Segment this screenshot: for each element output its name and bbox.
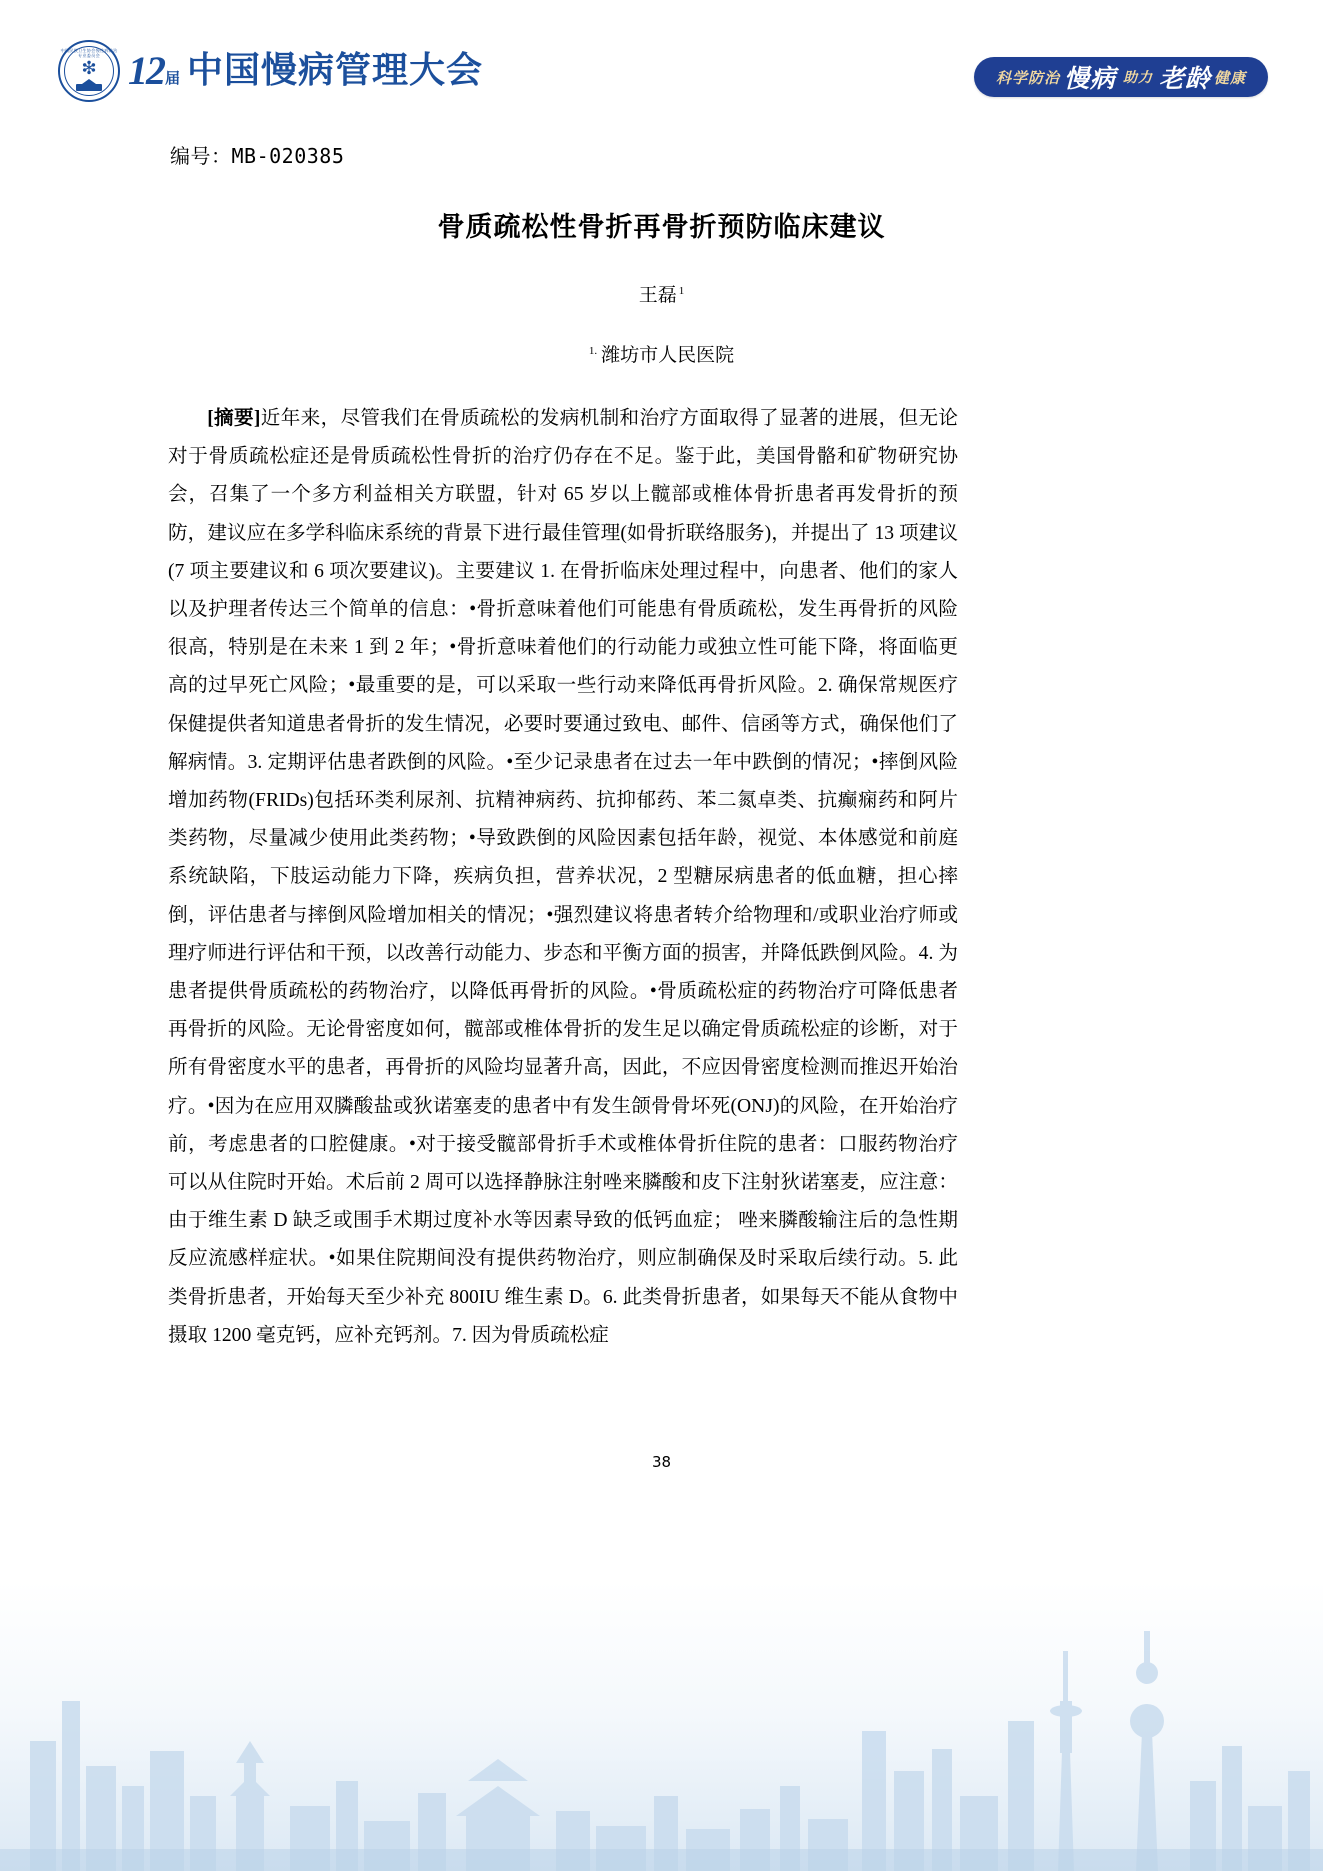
slogan-part-3: 助力	[1122, 70, 1153, 86]
skyline-illustration-icon	[0, 1581, 1323, 1871]
page-header	[0, 0, 1323, 120]
edition-badge	[128, 48, 181, 93]
skyline-watermark	[0, 1581, 1323, 1871]
author-affiliation-mark: 1	[678, 284, 685, 297]
slogan-part-5: 健康	[1213, 68, 1246, 87]
edition-char: 届	[165, 71, 181, 87]
author-name: 王磊	[638, 285, 677, 306]
seal-base-shape	[76, 84, 102, 91]
abstract-body: 近年来，尽管我们在骨质疏松的发病机制和治疗方面取得了显著的进展，但无论对于骨质疏松症还是骨质疏松性骨折的治疗仍存在不足。鉴于此，美国骨骼和矿物研究协会，召集了一个多方利益相关方联盟，针对 65 岁以上髋部或椎体骨折患者再发骨折的预防，建议应在多学科临床系统的背景下进行最佳管理(如骨折联络服务)，并提出了 13 项建议(7 项主要建议和 6 项次要建议)。主要建议 1. 在骨折临床处理过程中，向患者、他们的家人以及护理者传达三个简单的信息：•骨折意味着他们可能患有骨质疏松，发生再骨折的风险很高，特别是在未来 1 到 2 年；•骨折意味着他们的行动能力或独立性可能下降，将面临更高的过早死亡风险；•最重要的是，可以采取一些行动来降低再骨折风险。2. 确保常规医疗保健提供者知道患者骨折的发生情况，必要时要通过致电、邮件、信函等方式，确保他们了解病情。3. 定期评估患者跌倒的风险。•至少记录患者在过去一年中跌倒的情况；•摔倒风险增加药物(FRIDs)包括环类利尿剂、抗精神病药、抗抑郁药、苯二氮卓类、抗癫痫药和阿片类药物，尽量减少使用此类药物；•导致跌倒的风险因素包括年龄，视觉、本体感觉和前庭系统缺陷，下肢运动能力下降，疾病负担，营养状况，2 型糖尿病患者的低血糖，担心摔倒，评估患者与摔倒风险增加相关的情况；•强烈建议将患者转介给物理和/或职业治疗师或理疗师进行评估和干预，以改善行动能力、步态和平衡方面的损害，并降低跌倒风险。4. 为患者提供骨质疏松的药物治疗，以降低再骨折的风险。•骨质疏松症的药物治疗可降低患者再骨折的风险。无论骨密度如何，髋部或椎体骨折的发生足以确定骨质疏松症的诊断，对于所有骨密度水平的患者，再骨折的风险均显著升高，因此，不应因骨密度检测而推迟开始治疗。•因为在应用双膦酸盐或狄诺塞麦的患者中有发生颌骨骨坏死(ONJ)的风险，在开始治疗前，考虑患者的口腔健康。•对于接受髋部骨折手术或椎体骨折住院的患者：口服药物治疗可以从住院时开始。术后前 2 周可以选择静脉注射唑来膦酸和皮下注射狄诺塞麦，应注意：由于维生素 D 缺乏或围手术期过度补水等因素导致的低钙血症； 唑来膦酸输注后的急性期反应流感样症状。•如果住院期间没有提供药物治疗，则应制确保及时采取后续行动。5. 此类骨折患者，开始每天至少补充 800IU 维生素 D。6. 此类骨折患者，如果每天不能从食物中摄取 1200 毫克钙，应补充钙剂。7. 因为骨质疏松症	[168, 408, 958, 1346]
affiliation-mark: 1.	[588, 344, 598, 357]
affiliation-name: 潍坊市人民医院	[601, 345, 735, 366]
page-title: 骨质疏松性骨折再骨折预防临床建议	[437, 212, 886, 243]
page-number: 38	[651, 1453, 672, 1471]
conference-logo	[58, 40, 483, 102]
skyline-gradient	[0, 1581, 1323, 1871]
conference-name: 中国慢病管理大会	[187, 50, 484, 91]
edition-number: 12	[128, 48, 164, 93]
flower-icon: ❇	[81, 57, 97, 78]
seal-ring-text: 中国民族卫生协会慢性病防治专业委员会	[60, 48, 118, 58]
affiliation-line	[0, 340, 1323, 367]
slogan-part-2: 慢病	[1063, 64, 1116, 93]
document-number: 编号：MB-020385	[170, 144, 345, 168]
author-line	[0, 280, 1323, 307]
abstract-label: [摘要]	[207, 408, 261, 429]
conference-slogan-banner	[974, 57, 1268, 97]
slogan-part-1: 科学防治	[995, 68, 1060, 87]
slogan-part-4: 老龄	[1158, 64, 1211, 93]
abstract-paragraph	[168, 400, 958, 1355]
association-seal-icon	[58, 40, 120, 102]
